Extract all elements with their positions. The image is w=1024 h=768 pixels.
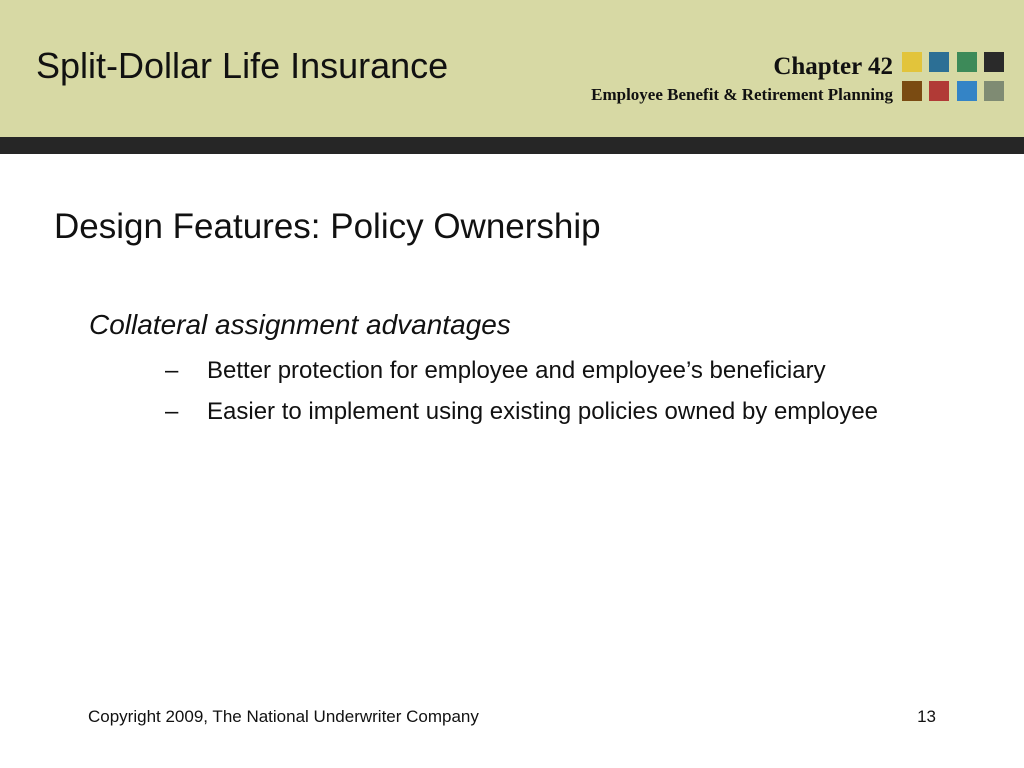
swatch-r1-c4 [984, 52, 1004, 72]
book-title: Employee Benefit & Retirement Planning [591, 85, 893, 104]
page-number: 13 [917, 707, 936, 726]
sub-bullet [163, 395, 903, 429]
level1-point: Collateral assignment advantages [89, 309, 511, 340]
sub-bullet [163, 354, 903, 388]
swatch-r2-c4 [984, 81, 1004, 101]
bullet-dash: – [165, 357, 179, 384]
deck-title: Split-Dollar Life Insurance [36, 45, 449, 86]
swatch-r1-c1 [902, 52, 922, 72]
bullet-text: Better protection for employee and employee’s beneficiary [207, 357, 826, 384]
footer-copyright: Copyright 2009, The National Underwriter Company [88, 707, 479, 726]
sub-bullet-list [163, 354, 903, 436]
bullet-dash: – [165, 398, 179, 425]
slide-heading: Design Features: Policy Ownership [54, 207, 601, 246]
chapter-label: Chapter 42 [773, 53, 893, 80]
swatch-r2-c3 [957, 81, 977, 101]
color-swatch-grid [902, 52, 1006, 102]
bullet-text: Easier to implement using existing policies owned by employee [207, 398, 879, 425]
swatch-r2-c2 [929, 81, 949, 101]
swatch-r2-c1 [902, 81, 922, 101]
header-rule [0, 137, 1024, 154]
swatch-r1-c2 [929, 52, 949, 72]
swatch-r1-c3 [957, 52, 977, 72]
